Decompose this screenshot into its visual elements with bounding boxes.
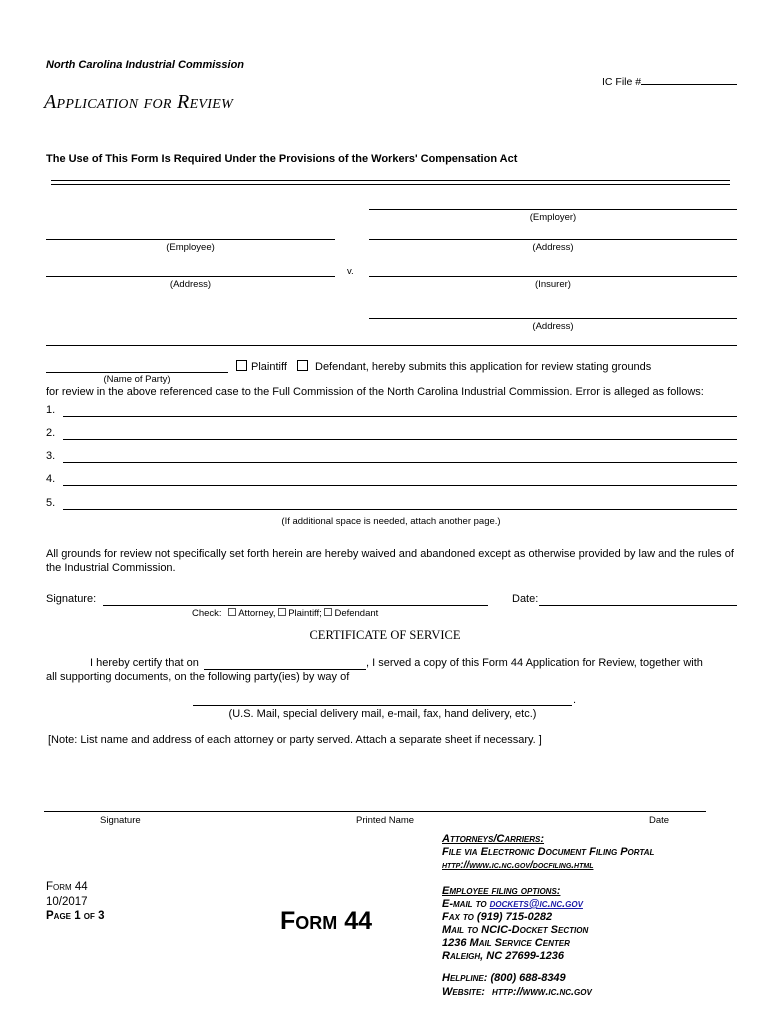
defendant-role-checkbox[interactable] <box>324 608 332 616</box>
insurer-address-input[interactable] <box>369 318 737 319</box>
footer-form-number: Form 44 <box>46 881 88 893</box>
error-input-5[interactable] <box>63 509 737 510</box>
form-title: Application for Review <box>44 91 234 113</box>
signature-input[interactable] <box>103 605 488 606</box>
error-number-4: 4. <box>46 473 56 485</box>
plaintiff-checkbox[interactable]: Plaintiff <box>236 360 287 373</box>
ic-file-field[interactable] <box>602 76 737 88</box>
divider-bottom <box>51 184 730 185</box>
error-number-1: 1. <box>46 404 56 416</box>
service-methods-label: (U.S. Mail, special delivery mail, e-mail, fax, hand delivery, etc.) <box>228 708 537 720</box>
service-date-input[interactable] <box>204 669 366 670</box>
footer-page-number: Page 1 of 3 <box>46 910 105 922</box>
date-label: Date: <box>512 593 539 605</box>
help-info <box>442 971 592 999</box>
service-method-input[interactable] <box>193 705 572 706</box>
cert-printed-name-label: Printed Name <box>356 815 415 826</box>
website-line: Website: http://www.ic.nc.gov <box>442 986 592 998</box>
footer-revision: 10/2017 <box>46 896 88 908</box>
cert-date-label: Date <box>649 815 670 826</box>
mail-line-2: 1236 Mail Service Center <box>442 937 570 949</box>
filing-instructions <box>442 833 654 872</box>
error-number-5: 5. <box>46 497 56 509</box>
error-input-1[interactable] <box>63 416 737 417</box>
divider-top <box>51 180 730 181</box>
email-line: E-mail to dockets@ic.nc.gov <box>442 898 583 910</box>
fax-line: Fax to (919) 715-0282 <box>442 911 553 923</box>
attorney-checkbox[interactable] <box>228 608 236 616</box>
agency-name: North Carolina Industrial Commission <box>46 59 245 71</box>
employee-label: (Employee) <box>166 242 215 253</box>
plaintiff-role-checkbox[interactable] <box>278 608 286 616</box>
section-divider <box>46 345 737 346</box>
employer-label: (Employer) <box>529 212 577 223</box>
mail-line-3: Raleigh, NC 27699-1236 <box>442 950 564 962</box>
party-name-label: (Name of Party) <box>103 374 171 385</box>
employee-input[interactable] <box>46 239 335 240</box>
date-input[interactable] <box>539 605 737 606</box>
employer-address-input[interactable] <box>369 239 737 240</box>
employee-filing-options <box>442 885 588 963</box>
error-input-3[interactable] <box>63 462 737 463</box>
footer-form-title: Form 44 <box>280 907 373 935</box>
email-link[interactable]: dockets@ic.nc.gov <box>489 898 583 910</box>
signature-block-line[interactable] <box>44 811 706 812</box>
insurer-address-label: (Address) <box>532 321 574 332</box>
check-row: Check: Attorney, Plaintiff; Defendant <box>192 608 379 619</box>
additional-space-note: (If additional space is needed, attach another page.) <box>281 516 501 527</box>
cert-signature-label: Signature <box>100 815 141 826</box>
insurer-label: (Insurer) <box>535 279 571 290</box>
employee-heading: Employee filing options: <box>442 885 561 897</box>
helpline: Helpline: (800) 688-8349 <box>442 972 566 984</box>
service-method-period: . <box>573 694 577 706</box>
waiver-text: All grounds for review not specifically set forth herein are hereby waived and abandoned except as otherwise provided by law and the rules of the Industrial Commission. <box>46 548 734 574</box>
plaintiff-checkbox-box[interactable] <box>236 360 247 371</box>
attorneys-heading: Attorneys/Carriers: <box>442 833 545 845</box>
attorneys-line: File via Electronic Document Filing Portal <box>442 846 655 858</box>
error-input-4[interactable] <box>63 485 737 486</box>
employer-input[interactable] <box>369 209 737 210</box>
error-number-3: 3. <box>46 450 56 462</box>
defendant-checkbox[interactable]: Defendant, hereby submits this application for review stating grounds <box>297 360 651 373</box>
website-link[interactable]: http://www.ic.nc.gov <box>492 986 592 998</box>
form-subtitle: The Use of This Form Is Required Under the Provisions of the Workers' Compensation Act <box>46 153 518 165</box>
portal-link[interactable]: http://www.ic.nc.gov/docfiling.html <box>442 860 594 871</box>
certificate-title: CERTIFICATE OF SERVICE <box>309 628 461 642</box>
employer-address-label: (Address) <box>532 242 574 253</box>
party-name-input[interactable] <box>46 372 228 373</box>
certify-text-b: , I served a copy of this Form 44 Application for Review, together with <box>366 657 703 669</box>
error-number-2: 2. <box>46 427 56 439</box>
employee-address-input[interactable] <box>46 276 335 277</box>
insurer-input[interactable] <box>369 276 737 277</box>
error-input-2[interactable] <box>63 439 737 440</box>
certify-text-a: I hereby certify that on <box>90 657 199 669</box>
mail-line-1: Mail to NCIC-Docket Section <box>442 924 589 936</box>
application-body: for review in the above referenced case to the Full Commission of the North Carolina Industrial Commission. Error is alleged as follows: <box>46 386 704 398</box>
certificate-note: [Note: List name and address of each attorney or party served. Attach a separate sheet if necessary. ] <box>48 734 542 746</box>
ic-file-label: IC File # <box>602 76 642 88</box>
defendant-checkbox-box[interactable] <box>297 360 308 371</box>
signature-label: Signature: <box>46 593 97 605</box>
certify-text-c: all supporting documents, on the following party(ies) by way of <box>46 671 350 683</box>
employee-address-label: (Address) <box>169 279 212 290</box>
versus-label: v. <box>347 266 354 277</box>
